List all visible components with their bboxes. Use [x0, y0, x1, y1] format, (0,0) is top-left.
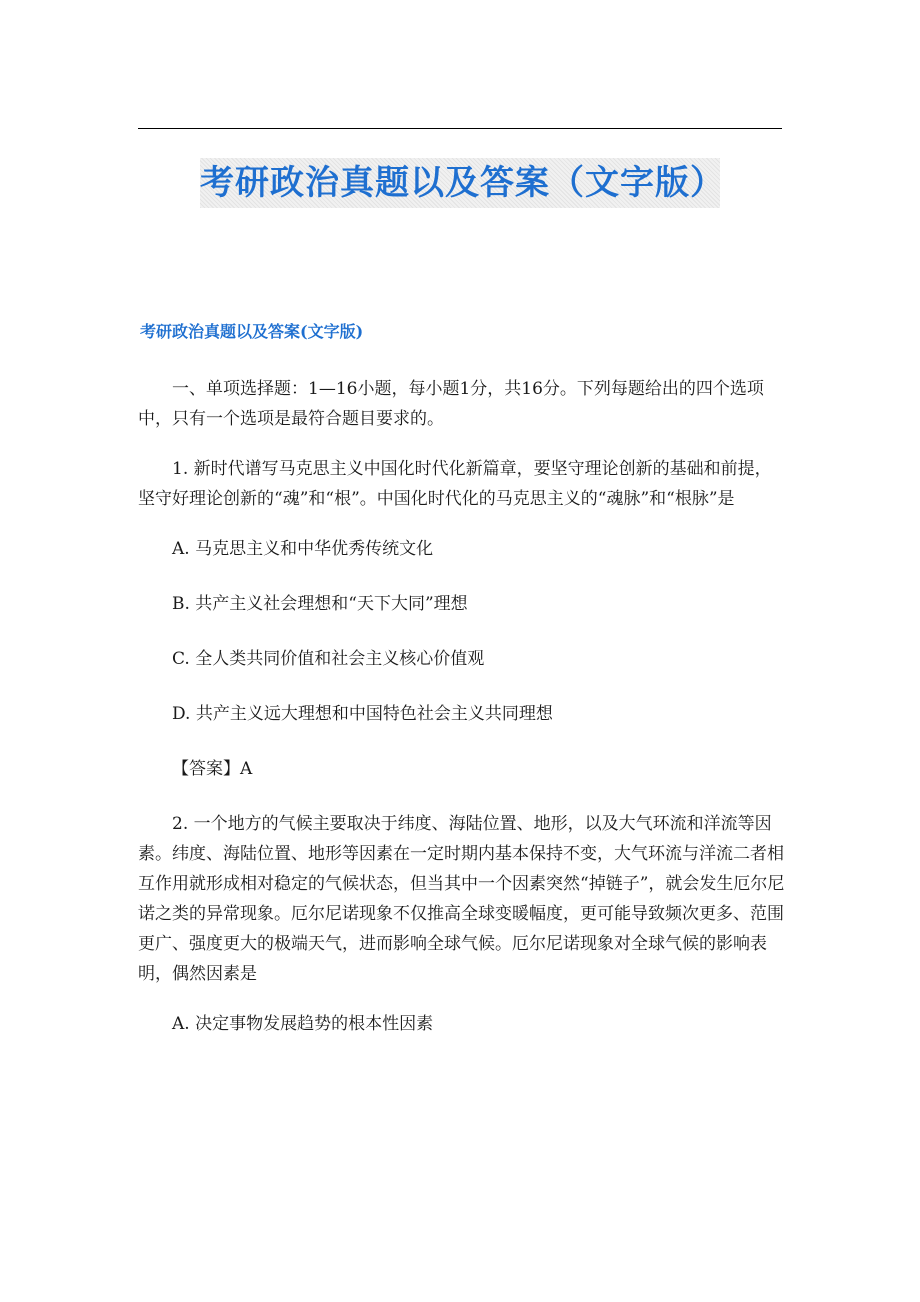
question-2-option-a: A. 决定事物发展趋势的根本性因素	[172, 1014, 434, 1034]
section-subtitle: 考研政治真题以及答案(文字版)	[140, 322, 364, 341]
question-1-answer: 【答案】A	[172, 759, 253, 779]
question-2-stem: 2. 一个地方的气候主要取决于纬度、海陆位置、地形，以及大气环流和洋流等因素。纬度、海陆位置、地形等因素在一定时期内基本保持不变，大气环流与洋流二者相互作用就形成相对稳定的气候状态，但当其中一个因素突然“掉链子”，就会发生厄尔尼诺之类的异常现象。厄尔尼诺现象不仅推高全球变暖幅度，更可能导致频次更多、范围更广、强度更大的极端天气，进而影响全球气候。厄尔尼诺现象对全球气候的影响表明，偶然因素是	[138, 814, 785, 984]
section-intro: 一、单项选择题：1—16小题，每小题1分，共16分。下列每题给出的四个选项中，只有一个选项是最符合题目要求的。	[138, 379, 764, 429]
document-body	[138, 374, 788, 1064]
question-1-option-c: C. 全人类共同价值和社会主义核心价值观	[172, 649, 485, 669]
header-rule	[138, 128, 782, 129]
question-1-option-a: A. 马克思主义和中华优秀传统文化	[172, 539, 434, 559]
question-1-option-d: D. 共产主义远大理想和中国特色社会主义共同理想	[172, 704, 553, 724]
question-1-stem: 1. 新时代谱写马克思主义中国化时代化新篇章，要坚守理论创新的基础和前提，坚守好理论创新的“魂”和“根”。中国化时代化的马克思主义的“魂脉”和“根脉”是	[138, 459, 772, 509]
question-1-option-b: B. 共产主义社会理想和“天下大同”理想	[172, 594, 468, 614]
document-title: 考研政治真题以及答案（文字版）	[200, 158, 720, 208]
